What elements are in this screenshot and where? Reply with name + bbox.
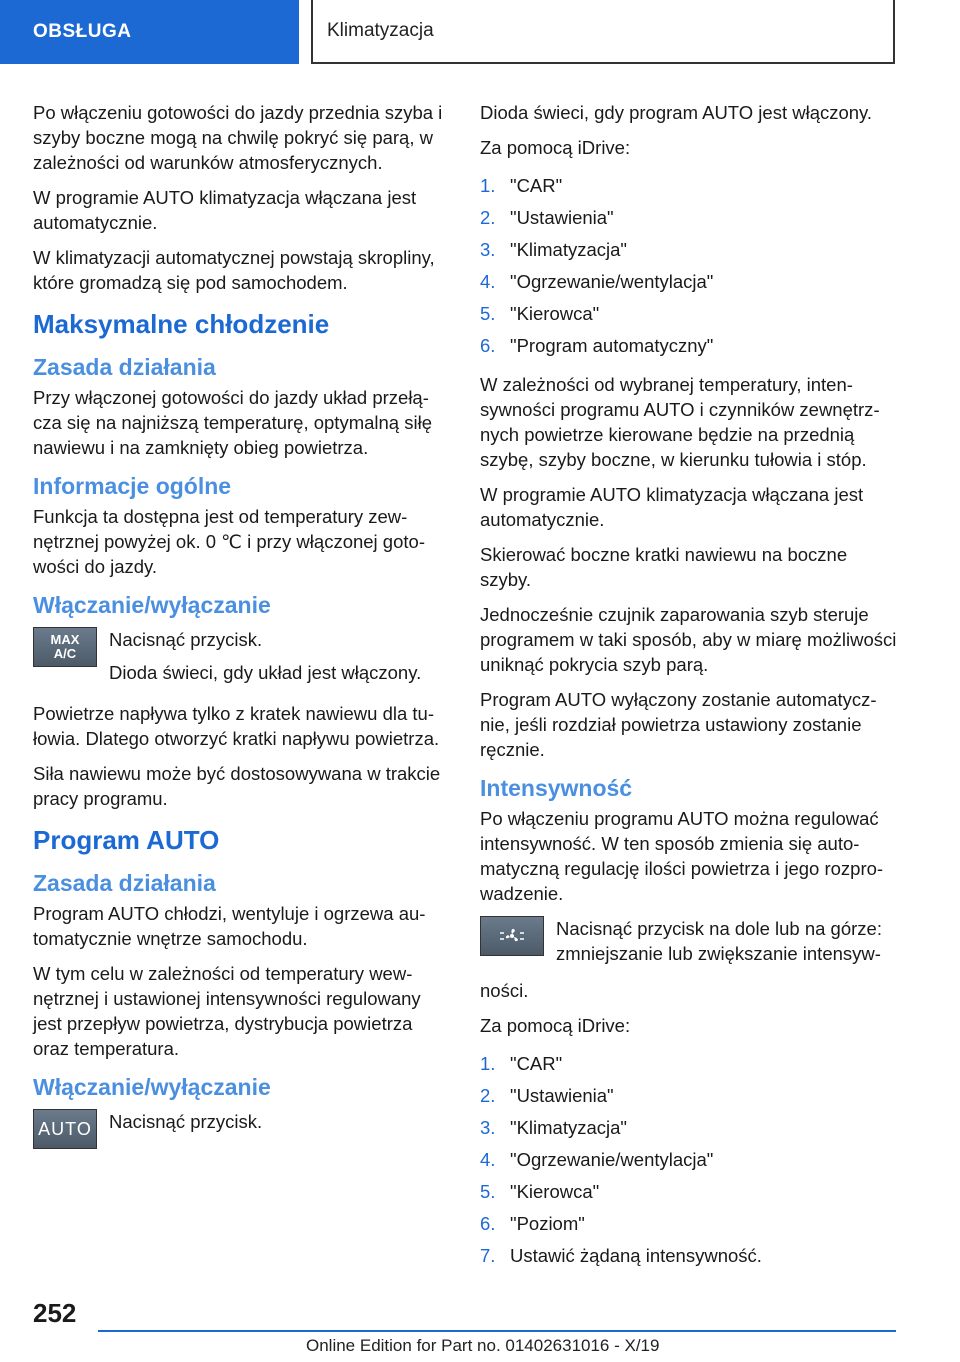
instruction-text: Nacisnąć przycisk. (109, 1111, 263, 1132)
right-column (480, 100, 900, 1282)
left-column (33, 100, 448, 1157)
fan-icon (497, 925, 527, 947)
paragraph: Funkcja ta dostępna jest od temperatury zewnętrznej powyżej ok. 0 ℃ i przy włączonej gotowości do jazdy. (33, 506, 425, 577)
paragraph: Powietrze napływa tylko z kratek nawiewu dla tułowia. Dlatego otworzyć kratki napływu powietrza. (33, 703, 440, 749)
list-item: 6. "Program automatyczny" (480, 335, 714, 356)
subheading-principle: Zasada działania (33, 354, 216, 380)
instruction-text: ności. (480, 980, 529, 1001)
auto-button-icon (33, 1109, 97, 1149)
chapter-header (311, 0, 895, 64)
list-item: 3. "Klimatyzacja" (480, 239, 627, 260)
fan-instruction (480, 916, 900, 1003)
idrive-steps-list (480, 170, 900, 362)
list-item: 2. "Ustawienia" (480, 207, 614, 228)
paragraph: Za pomocą iDrive: (480, 137, 631, 158)
list-item: 6. "Poziom" (480, 1213, 585, 1234)
paragraph: Za pomocą iDrive: (480, 1015, 631, 1036)
list-item: 1. "CAR" (480, 175, 563, 196)
instruction-text: Nacisnąć przycisk. (109, 629, 263, 650)
paragraph: Jednocześnie czujnik zaparowania szyb steruje programem w taki sposób, aby w miarę możliwości uniknąć pokrycia szyb parą. (480, 604, 897, 675)
idrive-steps-list (480, 1048, 900, 1272)
paragraph: Program AUTO wyłączony zostanie automatycznie, jeśli rozdział powietrza ustawiony zostanie ręcznie. (480, 689, 877, 760)
heading-auto-program: Program AUTO (33, 825, 220, 855)
list-item: 5. "Kierowca" (480, 1181, 600, 1202)
edition-note: Online Edition for Part no. 01402631016 - X/19 (306, 1336, 660, 1355)
list-item: 5. "Kierowca" (480, 303, 600, 324)
subheading-principle: Zasada działania (33, 870, 216, 896)
list-item: 2. "Ustawienia" (480, 1085, 614, 1106)
paragraph: Skierować boczne kratki nawiewu na boczne szyby. (480, 544, 848, 590)
instruction-text: Nacisnąć przycisk na dole lub na górze: zmniejszanie lub zwiększanie intensyw- (556, 918, 882, 964)
paragraph: W programie AUTO klimatyzacja włączana jest automatycznie. (33, 187, 417, 233)
paragraph: Dioda świeci, gdy program AUTO jest włączony. (480, 102, 873, 123)
subheading-on-off: Włączanie/wyłączanie (33, 1074, 271, 1100)
maxac-instruction (33, 627, 448, 693)
paragraph: Program AUTO chłodzi, wentyluje i ogrzewa automatycznie wnętrze samochodu. (33, 903, 426, 949)
paragraph: W zależności od wybranej temperatury, intensywności programu AUTO i czynników zewnętrznych powietrze kierowane będzie na przednią szybę, szyby boczne, w kierunku tułowia i stóp. (480, 374, 880, 470)
paragraph: Siła nawiewu może być dostosowywana w trakcie pracy programu. (33, 763, 441, 809)
section-label: OBSŁUGA (33, 21, 132, 42)
paragraph: Przy włączonej gotowości do jazdy układ przełącza się na najniższą temperaturę, optymalną siłę nawiewu i na zamknięty obieg powietrza. (33, 387, 432, 458)
footer-divider (98, 1330, 896, 1332)
instruction-text: Dioda świeci, gdy układ jest włączony. (109, 662, 422, 683)
subheading-general-info: Informacje ogólne (33, 473, 232, 499)
subheading-intensity: Intensywność (480, 775, 633, 801)
fan-button-icon (480, 916, 544, 956)
list-item: 4. "Ogrzewanie/wentylacja" (480, 1149, 714, 1170)
chapter-title: Klimatyzacja (327, 20, 434, 41)
list-item: 7. Ustawić żądaną intensywność. (480, 1245, 762, 1266)
list-item: 1. "CAR" (480, 1053, 563, 1074)
paragraph: W klimatyzacji automatycznej powstają skropliny, które gromadzą się pod samochodem. (33, 247, 435, 293)
auto-icon-label: AUTO (38, 1119, 92, 1139)
paragraph: W tym celu w zależności od temperatury wewnętrznej i ustawionej intensywności regulowany jest przepływ powietrza, dystrybucja powietrza oraz temperatura. (33, 963, 421, 1059)
paragraph: Po włączeniu gotowości do jazdy przednia szyba i szyby boczne mogą na chwilę pokryć się parą, w zależności od warunków atmosferycznych. (33, 102, 443, 173)
paragraph: W programie AUTO klimatyzacja włączana jest automatycznie. (480, 484, 864, 530)
max-ac-icon-label: MAX A/C (50, 632, 80, 661)
list-item: 4. "Ogrzewanie/wentylacja" (480, 271, 714, 292)
page-number: 252 (33, 1298, 77, 1328)
heading-max-cooling: Maksymalne chłodzenie (33, 309, 330, 339)
paragraph: Po włączeniu programu AUTO można regulować intensywność. W ten sposób zmienia się automatyczną regulację ilości powietrza i jego rozprowadzenie. (480, 808, 884, 904)
list-item: 3. "Klimatyzacja" (480, 1117, 627, 1138)
max-ac-button-icon (33, 627, 97, 667)
auto-instruction (33, 1109, 448, 1149)
subheading-on-off: Włączanie/wyłączanie (33, 592, 271, 618)
section-tab[interactable] (0, 0, 299, 64)
